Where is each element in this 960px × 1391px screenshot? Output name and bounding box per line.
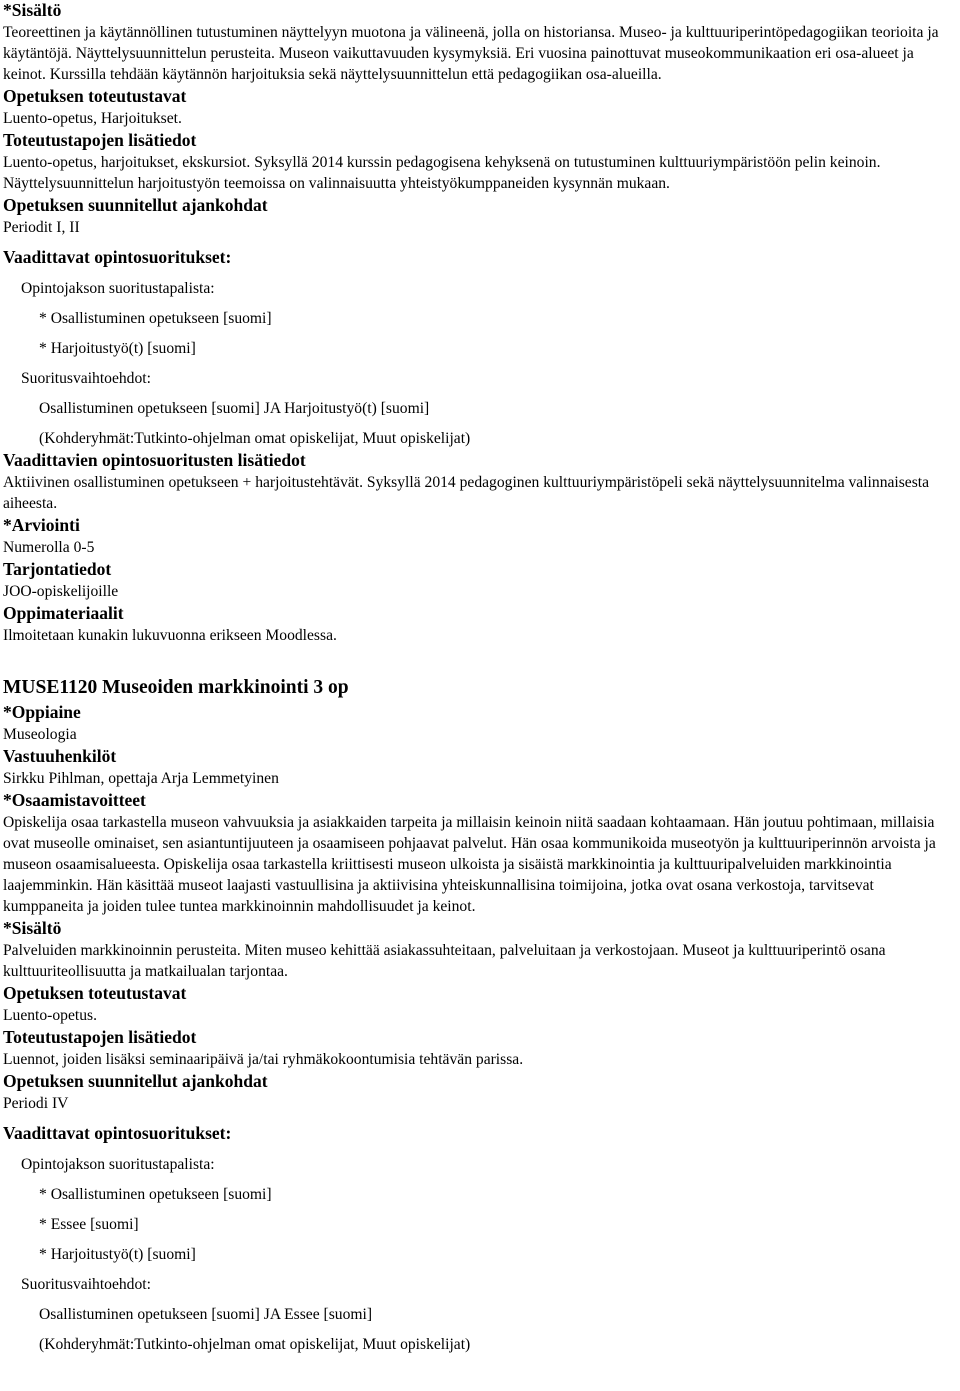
toteutustavat-text: Luento-opetus, Harjoitukset. xyxy=(3,110,182,127)
kohderyhmat-text: (Kohderyhmät:Tutkinto-ohjelman omat opiskelijat, Muut opiskelijat) xyxy=(39,430,471,447)
toteutustavat-heading: Opetuksen toteutustavat xyxy=(3,86,187,106)
sisalto-heading: *Sisältö xyxy=(3,918,62,938)
lisatiedot-text: Luennot, joiden lisäksi seminaaripäivä ja/tai ryhmäkokoontumisia tehtävän parissa. xyxy=(3,1051,524,1068)
lisatiedot-heading: Toteutustapojen lisätiedot xyxy=(3,1027,197,1047)
tarjonta-text: JOO-opiskelijoille xyxy=(3,583,119,600)
lisatiedot-heading: Toteutustapojen lisätiedot xyxy=(3,130,197,150)
toteutustavat-text: Luento-opetus. xyxy=(3,1007,97,1024)
tarjonta-heading: Tarjontatiedot xyxy=(3,559,112,579)
kohderyhmat-text: (Kohderyhmät:Tutkinto-ohjelman omat opiskelijat, Muut opiskelijat) xyxy=(39,1336,471,1353)
vastuuhenkilot-text: Sirkku Pihlman, opettaja Arja Lemmetyinen xyxy=(3,770,279,787)
oppimateriaalit-heading: Oppimateriaalit xyxy=(3,603,124,623)
suoritustapalista-label: Opintojakson suoritustapalista: xyxy=(21,1156,215,1173)
vaadittavien-lisatiedot-heading: Vaadittavien opintosuoritusten lisätiedot xyxy=(3,450,306,470)
sisalto-text: Palveluiden markkinoinnin perusteita. Miten museo kehittää asiakassuhteitaan, palveluitaan ja verkostojaan. Museot ja kulttuuriperintö osana kulttuuriteollisuutta ja matkailualan tarjontaa. xyxy=(3,942,886,980)
osaamistavoitteet-text: Opiskelija osaa tarkastella museon vahvuuksia ja asiakkaiden tarpeita ja millaisin keinoin niitä saadaan kohtaamaan. Hän joutuu pohtimaan, millaisia ovat museolle ominaiset, sen asiantuntijuuteen ja osaamiseen pohjaavat palvelut. Hän osaa kommunikoida museotyön ja kulttuuriperinnön arvoista ja museon osaamisalueesta. Opiskelija osaa tarkastella kriittisesti museon ulkoista ja sisäistä markkinointia ja kulttuuripalveluiden markkinointia laajemminkin. Hän käsittää museot laajasti vastuullisina ja aktiivisina yhteiskunnallisina toimijoina, jotka ovat osana verkostoja, tarvitsevat kumppaneita ja joiden tulee tuntea markkinoinnin mahdollisuudet ja keinot. xyxy=(3,814,936,915)
oppimateriaalit-text: Ilmoitetaan kunakin lukuvuonna erikseen Moodlessa. xyxy=(3,627,337,644)
document-page xyxy=(3,0,955,1355)
vaihtoehdot-label: Suoritusvaihtoehdot: xyxy=(21,1276,151,1293)
toteutustavat-heading: Opetuksen toteutustavat xyxy=(3,983,187,1003)
vaadittavien-lisatiedot-text: Aktiivinen osallistuminen opetukseen + harjoitustehtävät. Syksyllä 2014 pedagoginen kulttuuriympäristöpeli sekä näyttelysuunnitelma valinnaisesta aiheesta. xyxy=(3,474,930,512)
suoritustapa-item: * Harjoitustyö(t) [suomi] xyxy=(39,1246,196,1263)
vaihtoehdot-label: Suoritusvaihtoehdot: xyxy=(21,370,151,387)
ajankohta-heading: Opetuksen suunnitellut ajankohdat xyxy=(3,195,268,215)
sisalto-heading: *Sisältö xyxy=(3,0,62,20)
vaihtoehto-text: Osallistuminen opetukseen [suomi] JA Essee [suomi] xyxy=(39,1306,373,1323)
course-title: MUSE1120 Museoiden markkinointi 3 op xyxy=(3,677,349,698)
arviointi-heading: *Arviointi xyxy=(3,515,80,535)
ajankohta-heading: Opetuksen suunnitellut ajankohdat xyxy=(3,1071,268,1091)
vaihtoehto-text: Osallistuminen opetukseen [suomi] JA Harjoitustyö(t) [suomi] xyxy=(39,400,430,417)
suoritustapa-item: * Osallistuminen opetukseen [suomi] xyxy=(39,310,272,327)
ajankohta-text: Periodit I, II xyxy=(3,219,80,236)
suoritustapa-item: * Harjoitustyö(t) [suomi] xyxy=(39,340,196,357)
sisalto-text: Teoreettinen ja käytännöllinen tutustuminen näyttelyyn muotona ja välineenä, jolla on historiansa. Museo- ja kulttuuriperintöpedagogiikan teorioita ja käytäntöjä. Näyttelysuunnittelun perusteita. Museon vaikuttavuuden kysymyksiä. Eri vuosina painottuvat museokommunikaation eri osa-alueet ja keinot. Kurssilla tehdään käytännön harjoituksia sekä näyttelysuunnittelun että pedagogiikan osa-alueilla. xyxy=(3,24,939,83)
arviointi-text: Numerolla 0-5 xyxy=(3,539,95,556)
suoritustapa-item: * Osallistuminen opetukseen [suomi] xyxy=(39,1186,272,1203)
vaadittavat-heading: Vaadittavat opintosuoritukset: xyxy=(3,247,232,267)
oppiaine-text: Museologia xyxy=(3,726,77,743)
vastuuhenkilot-heading: Vastuuhenkilöt xyxy=(3,746,117,766)
suoritustapa-item: * Essee [suomi] xyxy=(39,1216,139,1233)
suoritustapalista-label: Opintojakson suoritustapalista: xyxy=(21,280,215,297)
oppiaine-heading: *Oppiaine xyxy=(3,702,81,722)
lisatiedot-text: Luento-opetus, harjoitukset, ekskursiot. Syksyllä 2014 kurssin pedagogisena kehyksenä on tutustuminen kulttuuriympäristöön pelin keinoin. Näyttelysuunnittelun harjoitustyön teemoissa on valinnaisuutta yhteistyökumppaneiden kysynnän mukaan. xyxy=(3,154,881,192)
ajankohta-text: Periodi IV xyxy=(3,1095,69,1112)
vaadittavat-heading: Vaadittavat opintosuoritukset: xyxy=(3,1123,232,1143)
osaamistavoitteet-heading: *Osaamistavoitteet xyxy=(3,790,146,810)
